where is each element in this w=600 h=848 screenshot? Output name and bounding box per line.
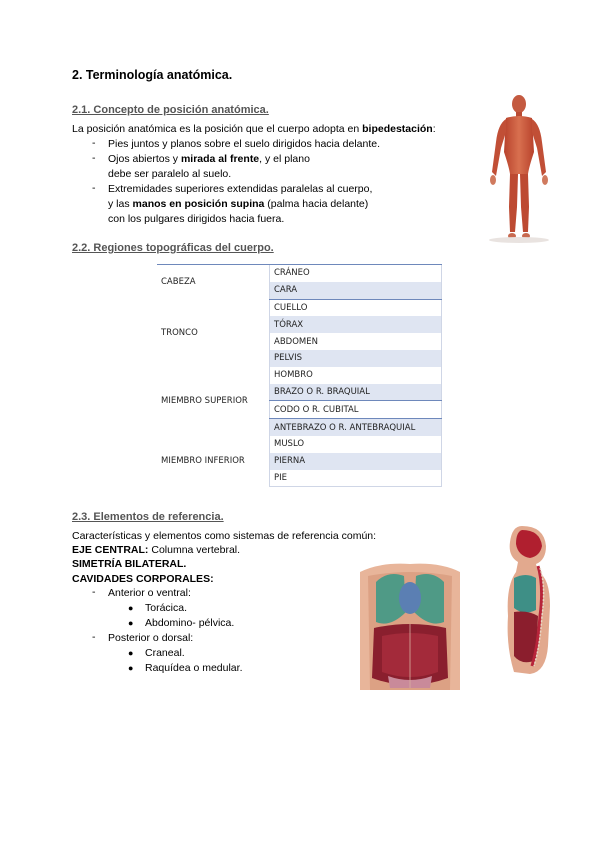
table-row [157,299,442,316]
part-cell: CRÁNEO [270,265,442,282]
bullet-pies: Pies juntos y planos sobre el suelo dirigidos hacia delante. [108,138,381,150]
bullet-extremidades-line3: con los pulgares dirigidos hacia fuera. [108,213,285,225]
cavidad-abdomino-pelvica: Abdomino- pélvica. [145,617,235,629]
part-cell: CODO O R. CUBITAL [270,401,442,419]
part-cell: CUELLO [270,299,442,316]
part-cell: MUSLO [270,436,442,453]
posicion-intro: La posición anatómica es la posición que el cuerpo adopta en bipedestación: [72,123,436,135]
cavidad-craneal: Craneal. [145,647,185,659]
table-row [157,436,442,453]
part-cell: ANTEBRAZO O R. ANTEBRAQUIAL [270,419,442,436]
anatomical-position-figure [484,92,554,244]
page-title: 2. Terminología anatómica. [72,68,233,82]
eje-central: EJE CENTRAL: Columna vertebral. [72,544,241,556]
bullet-extremidades: Extremidades superiores extendidas paralelas al cuerpo, [108,183,373,195]
part-cell: CARA [270,282,442,299]
bullet-ojos: Ojos abiertos y mirada al frente, y el plano [108,153,310,165]
region-cabeza: CABEZA [157,265,270,300]
dash-bullet: - [92,137,96,149]
lateral-cavities-illustration [500,526,556,676]
bullet-extremidades-line2: y las manos en posición supina (palma hacia delante) [108,198,369,210]
dot-bullet: ● [128,618,134,628]
region-tronco: TRONCO [157,299,270,367]
section-heading-referencia: 2.3. Elementos de referencia. [72,511,224,523]
part-cell: BRAZO O R. BRAQUIAL [270,384,442,401]
dash-bullet: - [92,152,96,164]
referencia-intro: Características y elementos como sistemas de referencia común: [72,530,377,542]
region-miembro-inferior: MIEMBRO INFERIOR [157,436,270,487]
section-heading-posicion: 2.1. Concepto de posición anatómica. [72,104,269,116]
dash-bullet: - [92,631,96,643]
part-cell: HOMBRO [270,367,442,384]
cavidades-corporales: CAVIDADES CORPORALES: [72,573,214,585]
bullet-ojos-line2: debe ser paralelo al suelo. [108,168,232,180]
dot-bullet: ● [128,663,134,673]
anterior-cavities-illustration [360,562,460,690]
dot-bullet: ● [128,603,134,613]
cavidad-posterior: Posterior o dorsal: [108,632,194,644]
dash-bullet: - [92,586,96,598]
regiones-table [157,264,442,487]
cavidad-raquidea: Raquídea o medular. [145,662,243,674]
part-cell: PIERNA [270,453,442,470]
part-cell: PIE [270,470,442,487]
part-cell: TÓRAX [270,316,442,333]
part-cell: ABDOMEN [270,333,442,350]
cavidad-anterior: Anterior o ventral: [108,587,191,599]
dot-bullet: ● [128,648,134,658]
region-miembro-superior: MIEMBRO SUPERIOR [157,367,270,436]
part-cell: PELVIS [270,350,442,367]
table-row [157,367,442,384]
section-heading-regiones: 2.2. Regiones topográficas del cuerpo. [72,242,274,254]
simetria-bilateral: SIMETRÍA BILATERAL. [72,558,187,570]
cavidad-toracica: Torácica. [145,602,188,614]
table-row [157,265,442,282]
dash-bullet: - [92,182,96,194]
